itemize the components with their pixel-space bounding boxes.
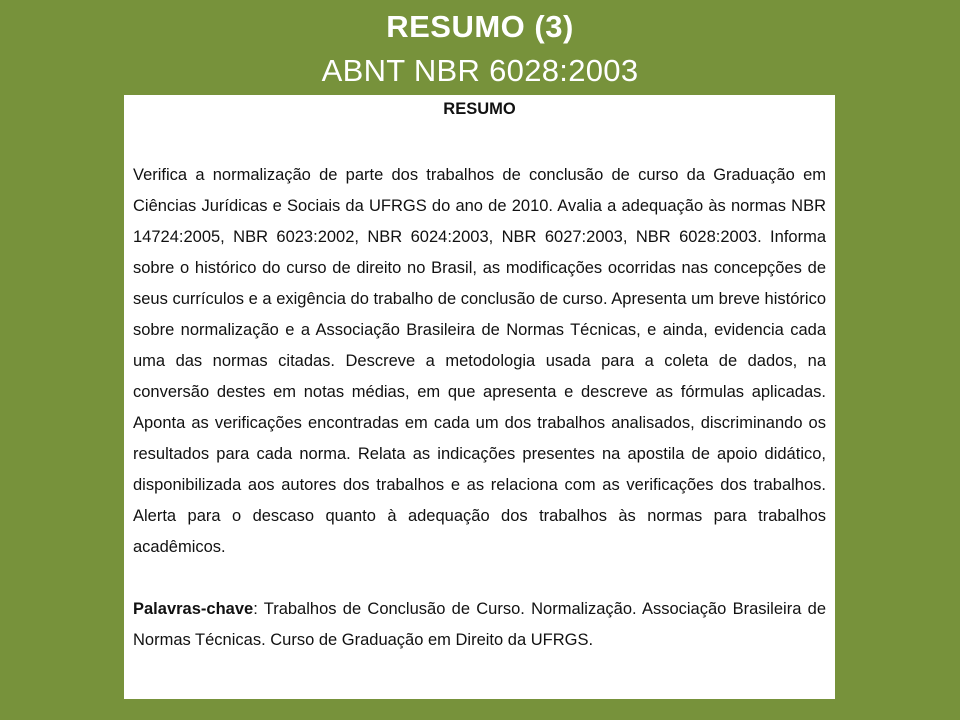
- document-image: [124, 95, 835, 699]
- keywords-paragraph: [133, 594, 826, 656]
- keywords-text: : Trabalhos de Conclusão de Curso. Normalização. Associação Brasileira de Normas Técnicas. Curso de Graduação em Direito da UFRGS.: [133, 600, 826, 649]
- document-heading: RESUMO: [443, 100, 516, 118]
- slide-subtitle: ABNT NBR 6028:2003: [321, 53, 639, 88]
- keywords-label: Palavras-chave: [133, 600, 254, 618]
- abstract-paragraph: Verifica a normalização de parte dos trabalhos de conclusão de curso da Graduação em Ciências Jurídicas e Sociais da UFRGS do ano de 2010. Avalia a adequação às normas NBR 14724:2005, NBR 6023:2002, NBR 6024:2003, NBR 6027:2003, NBR 6028:2003. Informa sobre o histórico do curso de direito no Brasil, as modificações ocorridas nas concepções de seus currículos e a exigência do trabalho de conclusão de curso. Apresenta um breve histórico sobre normalização e a Associação Brasileira de Normas Técnicas, e ainda, evidencia cada uma das normas citadas. Descreve a metodologia usada para a coleta de dados, na conversão destes em notas médias, em que apresenta e descreve as fórmulas aplicadas. Aponta as verificações encontradas em cada um dos trabalhos analisados, discriminando os resultados para cada norma. Relata as indicações presentes na apostila de apoio didático, disponibilizada aos autores dos trabalhos e as relaciona com as verificações dos trabalhos. Alerta para o descaso quanto à adequação dos trabalhos às normas para trabalhos acadêmicos.: [133, 166, 826, 556]
- slide-title: RESUMO (3): [386, 9, 574, 44]
